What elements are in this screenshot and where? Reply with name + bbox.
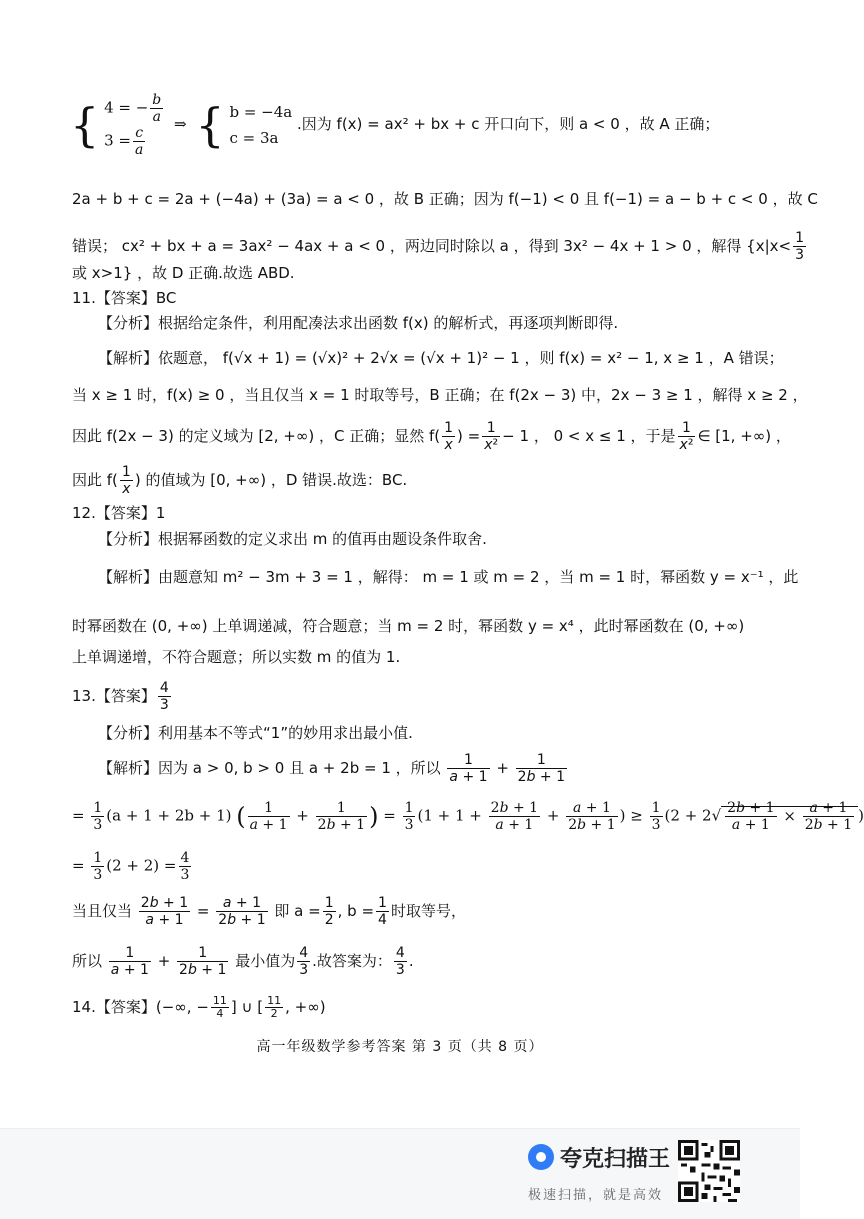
q12-solution-2: 时幂函数在 (0, +∞) 上单调递减，符合题意；当 m = 2 时，幂函数 y = x⁴ ，此时幂函数在 (0, +∞) <box>72 617 745 635</box>
q10-after-system: .因为 f(x) = ax² + bx + c 开口向下，则 a < 0 ，故 A 正确； <box>297 115 720 133</box>
q13-solution-1: 【解析】因为 a > 0, b > 0 且 a + 2b = 1 ，所以 $\frac{1}{a + 1}$ + $\frac{1}{2b + 1}$ <box>98 752 566 785</box>
q11-solution-1: 【解析】依题意， f(√x + 1) = (√x)² + 2√x = (√x + 1)² − 1 ，则 f(x) = x² − 1, x ≥ 1 ，A 错误； <box>98 349 784 367</box>
q13-minimum-line: 所以 $\frac{1}{a + 1}$ + $\frac{1}{2b + 1}$ 最小值为 $\frac{4}{3}$ .故答案为： $\frac{4}{3}$ . <box>72 945 414 978</box>
q13-equation-line: = $\frac{1}{3}$ (a + 1 + 2b + 1) ( $\frac{1}{a + 1}$ + $\frac{1}{2b + 1}$ ) = $\frac{1}{3}$ (1 + 1 + $\frac{2b + 1}{a + 1}$ + $\frac{a + 1}{2b + 1}$ ) ≥ $\frac{1}{3}$ (2 + 2√ $\frac{2b + 1}{a + 1}$ × $\frac{a + 1}{2b + 1}$ ) <box>72 800 864 833</box>
q11-analysis: 【分析】根据给定条件，利用配凑法求出函数 f(x) 的解析式，再逐项判断即得. <box>98 314 619 332</box>
q13-analysis: 【分析】利用基本不等式“1”的妙用求出最小值. <box>98 724 413 742</box>
q12-analysis: 【分析】根据幂函数的定义求出 m 的值再由题设条件取舍. <box>98 530 487 548</box>
q13-result-line: = $\frac{1}{3}$ (2 + 2) = $\frac{4}{3}$ <box>72 850 190 883</box>
q11-solution-3: 因此 f(2x − 3) 的定义域为 [2, +∞) ，C 正确；显然 f( $\frac{1}{x}$ ) = $\frac{1}{\text{x²}}$ − 1 ， 0 < x ≤ 1 ，于是 $\frac{1}{\text{x²}}$ ∈ [1, +∞) ， <box>72 420 791 453</box>
q11-solution-4: 因此 f( $\frac{1}{x}$ ) 的值域为 [0, +∞) ，D 错误.故选：BC. <box>72 464 408 497</box>
q12-answer: 12.【答案】1 <box>72 504 166 522</box>
q10-system-line: { 4 = − $\frac{b}{a}$ 3 = $\frac{c}{a}$ ⇒ { b = −4a c = 3a .因为 f(x) = ax² + bx + c 开口向下，则 a < 0 ，故 A 正确； <box>70 92 720 158</box>
q10-line-3: 错误； cx² + bx + a = 3ax² − 4ax + a < 0 ，两边同时除以 a ，得到 3x² − 4x + 1 > 0 ，解得 {x|x< $\frac{1}{3}$ <box>72 230 804 263</box>
q10-line-4: 或 x>1} ，故 D 正确.故选 ABD. <box>72 264 295 282</box>
q13-answer: 13.【答案】 $\frac{4}{3}$ <box>72 680 169 713</box>
q12-solution-1: 【解析】由题意知 m² − 3m + 3 = 1 ，解得： m = 1 或 m = 2 ，当 m = 1 时，幂函数 y = x⁻¹ ，此 <box>98 568 799 586</box>
q11-solution-2: 当 x ≥ 1 时，f(x) ≥ 0 ，当且仅当 x = 1 时取等号，B 正确；在 f(2x − 3) 中，2x − 3 ≥ 1 ，解得 x ≥ 2 ， <box>72 386 808 404</box>
brand-slogan: 极速扫描，就是高效 <box>528 1188 664 1203</box>
qr-code-icon <box>678 1140 740 1202</box>
q12-solution-3: 上单调递增，不符合题意；所以实数 m 的值为 1. <box>72 648 401 666</box>
q13-equality-condition: 当且仅当 $\frac{2b + 1}{a + 1}$ = $\frac{a + 1}{2b + 1}$ 即 a = $\frac{1}{2}$ , b = $\frac{1}{4}$ 时取等号， <box>72 895 466 928</box>
q11-answer: 11.【答案】BC <box>72 289 177 307</box>
q10-line-2: 2a + b + c = 2a + (−4a) + (3a) = a < 0 ，故 B 正确；因为 f(−1) < 0 且 f(−1) = a − b + c < 0 ，故 C <box>72 190 818 208</box>
quark-logo-icon <box>528 1144 554 1170</box>
page-footer: 高一年级数学参考答案 第 3 页（共 8 页） <box>256 1039 544 1055</box>
q14-answer: 14.【答案】(−∞, − $\frac{11}{4}$ ] ∪ [ $\frac{11}{2}$ , +∞) <box>72 994 326 1020</box>
brand-name: 夸克扫描王 <box>560 1147 671 1172</box>
